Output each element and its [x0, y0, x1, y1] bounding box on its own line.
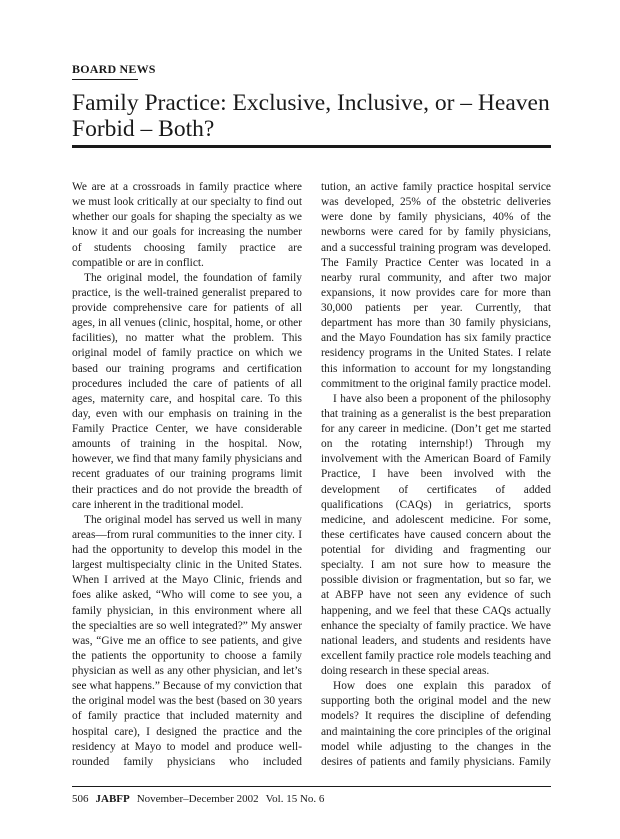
paragraph: I have also been a proponent of the philosophy that training as a generalist is the best preparation for any career in medicine. (Don’t get me started on the rotating internship!) Through my involvement with the American Board of Family Practice, I have been involved with the development of certificates of added qualifications (CAQs) in geriatrics, sports medicine, and adolescent medicine. For some, these certificates have caused concern about the potential for dividing and fragmenting our specialty. I am not sure how to measure the possible division or fragmentation, but so far, we at ABFP have not seen any evidence of such happening, and we feel that these CAQs actually enhance the specialty of family practice. We have national leaders, and students and residents have excellent family practice role models teaching and doing research in these special areas. [321, 392, 551, 677]
issue-date: November–December 2002 [136, 793, 259, 805]
footer-rule [72, 786, 551, 787]
page-footer [72, 793, 324, 805]
paragraph: We are at a crossroads in family practice where we must look critically at our specialty to find out whether our goals for shaping the specialty as we know it and our goals for increasing the number of students choosing family practice are compatible or are in conflict. [72, 181, 302, 269]
page-number: 506 [72, 793, 89, 805]
paragraph: The original model has served us well in many areas—from rural communities to the inner city. I had the opportunity to develop this model in the largest multispecialty clinic in the United States. When I arrived at the Mayo Clinic, friends and foes alike asked, “Who will come to see you, a family physician, in this environment where all the specialties are so well integrated?” My answer was, “Give me an office to see patients, and give the patients the opportunity to choose a family physician as well as any other physician, and let’s see what happens.” Because of my conviction that the original model was the best (based on 30 years of family practice that included maternity and hospital care), I designed the practice and the residency at Mayo to model and produce well-rounded family physicians who included [72, 513, 302, 768]
paragraph: The original model, the foundation of family practice, is the well-trained generalist prepared to provide comprehensive care for patients of all ages, in all venues (clinic, hospital, home, or other facilities), no matter what the problem. This original model of family practice on which we based our training programs and certification procedures included the care of patients of all ages, maternity care, and hospital care. To this day, even with our emphasis on training in the Family Practice Center, we have considerable amounts of training in the hospital. Now, however, we find that many family physicians and recent graduates of our training programs limit their practices and do not provide the breadth of care inherent in the traditional model. [72, 271, 302, 511]
paragraph: tution, an active family practice hospital service was developed, 25% of the obstetric deliveries were done by family physicians, 40% of the newborns were cared for by family physicians, and a successful training program was developed. The Family Practice Center was located in a nearby rural community, and after two major expansions, it now provides care for more than 30,000 patients per year. Currently, that department has more than 30 family physicians, and the Mayo Foundation has six family practice residency programs in the United States. I relate this information to account for my longstanding commitment to the original family practice model. [321, 181, 551, 390]
paragraph: How does one explain this paradox of supporting both the original model and the new models? It requires the discipline of defending and maintaining the core principles of the original model while adjusting to the changes in the desires of patients and family physicians. Family [321, 680, 551, 768]
section-underline [72, 79, 138, 80]
journal-name: JABFP [95, 793, 130, 805]
left-column [72, 180, 302, 770]
section-label: BOARD NEWS [72, 62, 156, 76]
title-rule [72, 145, 551, 148]
right-column [321, 180, 551, 770]
article-title: Family Practice: Exclusive, Inclusive, or – Heaven Forbid – Both? [72, 90, 550, 142]
volume-issue: Vol. 15 No. 6 [265, 793, 325, 805]
